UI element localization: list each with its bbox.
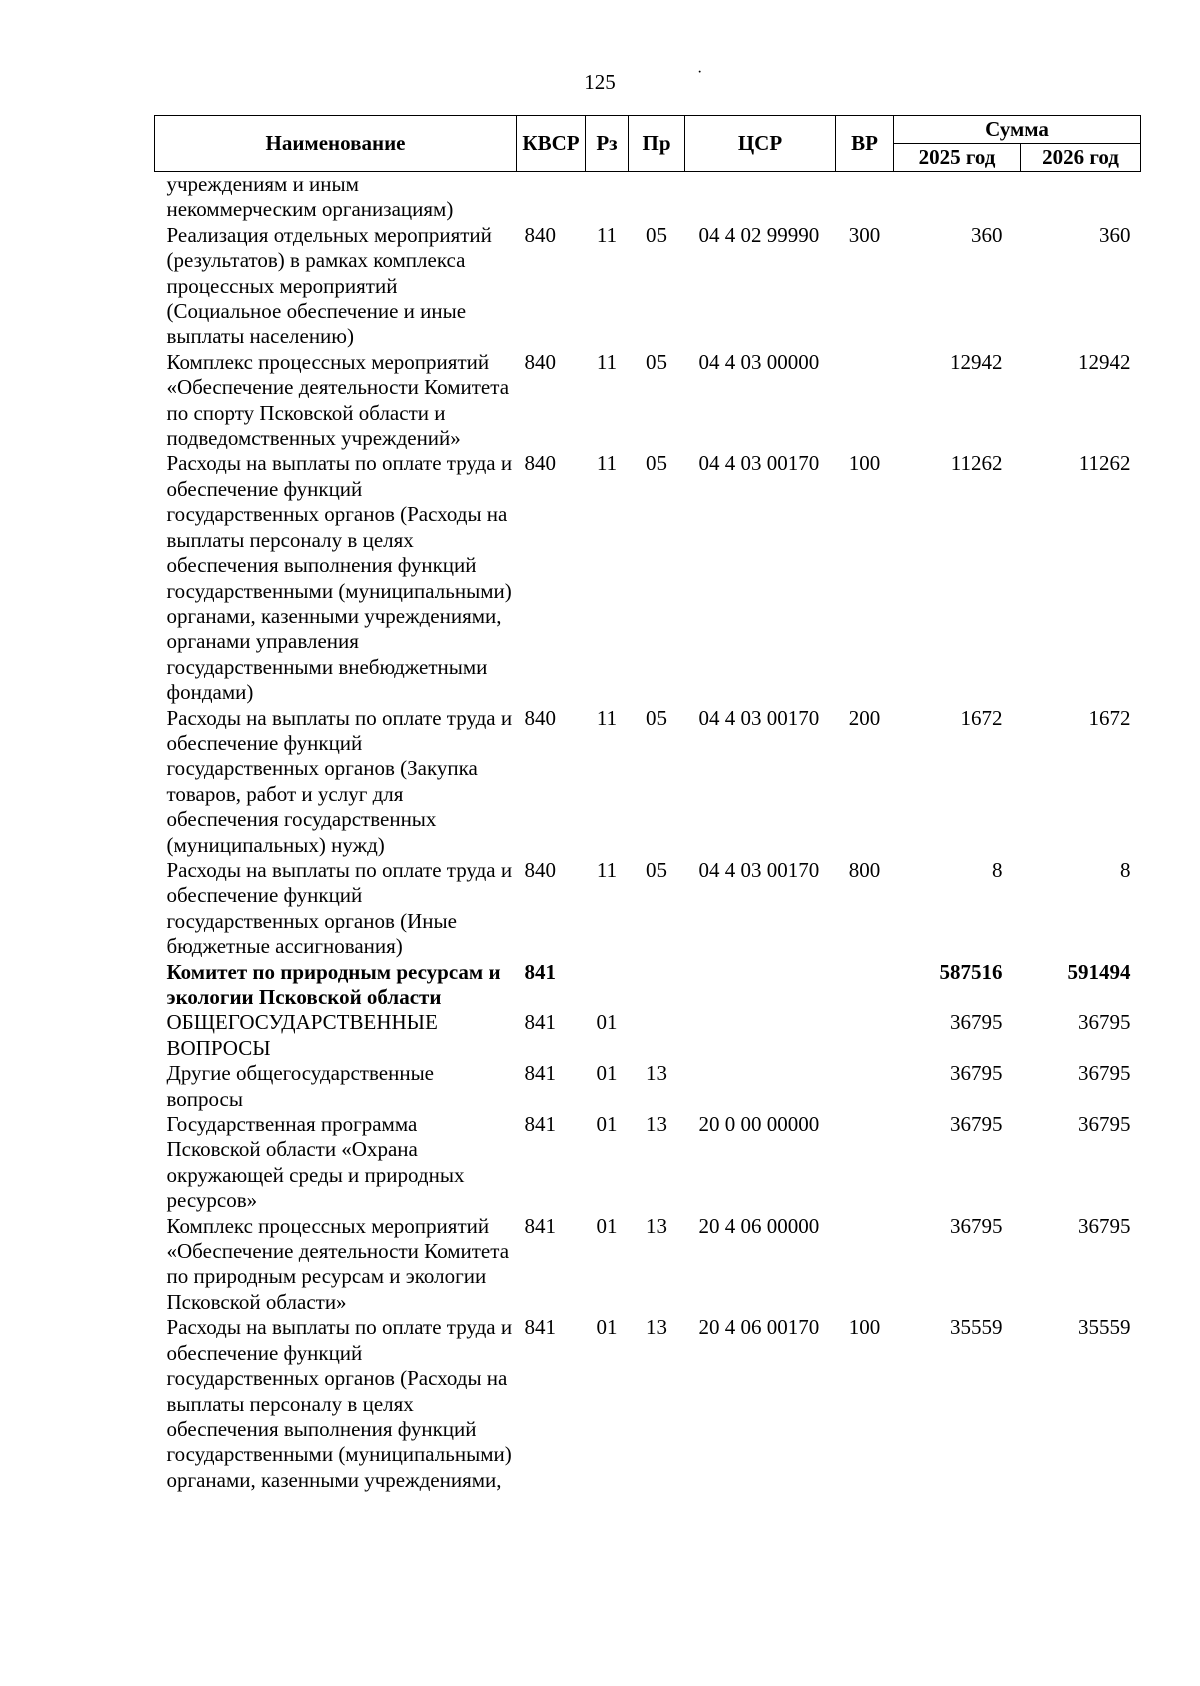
cell-rz: 01	[596, 1315, 618, 1340]
cell-sum-2026: 591494	[1067, 959, 1131, 984]
table-header	[155, 116, 1141, 172]
cell-vr	[836, 172, 894, 223]
cell-kvsr: 840	[524, 222, 556, 247]
cell-name: Комплекс процессных мероприятий «Обеспечение деятельности Комитета по природным ресурсам и экологии Псковской области»	[166, 1213, 510, 1314]
cell-csr	[685, 172, 836, 223]
cell-vr: 100	[848, 1315, 881, 1340]
cell-pr	[629, 1010, 685, 1061]
cell-pr: 13	[646, 1061, 667, 1086]
table-row	[155, 1061, 1141, 1112]
cell-vr	[836, 1214, 894, 1316]
cell-rz	[586, 172, 629, 223]
cell-vr: 800	[848, 857, 881, 882]
cell-vr	[836, 1010, 894, 1061]
header-sum: Сумма	[894, 116, 1141, 144]
cell-rz: 11	[596, 451, 618, 476]
cell-vr: 200	[848, 705, 881, 730]
cell-name: ОБЩЕГОСУДАРСТВЕННЫЕ ВОПРОСЫ	[166, 1010, 438, 1060]
cell-name: Государственная программа Псковской области «Охрана окружающей среды и природных ресурсов»	[166, 1112, 465, 1213]
cell-kvsr: 841	[524, 959, 556, 984]
table-row	[155, 960, 1141, 1011]
cell-name: Расходы на выплаты по оплате труда и обеспечение функций государственных органов (Расходы на выплаты персоналу в целях обеспечения выполнения функций государственными (муниципальными) органами, казенными учреждениями,	[166, 1315, 513, 1492]
cell-kvsr	[517, 172, 586, 223]
cell-rz: 11	[596, 857, 618, 882]
cell-vr: 300	[848, 222, 881, 247]
cell-sum-2025: 12942	[950, 349, 1003, 374]
cell-pr: 05	[646, 349, 667, 374]
cell-sum-2026: 36795	[1078, 1061, 1131, 1086]
budget-table	[154, 115, 1141, 1493]
cell-pr: 05	[646, 222, 667, 247]
cell-vr: 100	[848, 451, 881, 476]
cell-rz: 11	[596, 705, 618, 730]
cell-csr: 20 0 00 00000	[698, 1112, 820, 1137]
cell-sum-2025: 36795	[950, 1061, 1003, 1086]
cell-sum-2025: 36795	[950, 1112, 1003, 1137]
cell-kvsr: 840	[524, 451, 556, 476]
header-year-2025: 2025 год	[894, 144, 1021, 172]
cell-rz: 01	[596, 1112, 618, 1137]
cell-csr: 04 4 03 00000	[698, 349, 820, 374]
cell-name: Расходы на выплаты по оплате труда и обеспечение функций государственных органов (Иные бюджетные ассигнования)	[166, 857, 513, 959]
cell-sum-2026: 12942	[1078, 349, 1131, 374]
cell-rz	[586, 960, 629, 1011]
cell-sum-2025: 35559	[950, 1315, 1003, 1340]
cell-name: учреждениям и иным некоммерческим организациям)	[166, 172, 454, 222]
cell-rz: 01	[596, 1010, 618, 1035]
page-mark: ·	[697, 64, 703, 81]
cell-vr	[836, 960, 894, 1011]
cell-rz: 01	[596, 1213, 618, 1238]
cell-rz: 11	[596, 349, 618, 374]
table-row	[155, 172, 1141, 223]
cell-sum-2026: 1672	[1088, 705, 1131, 730]
cell-pr: 13	[646, 1112, 667, 1137]
cell-sum-2025: 360	[971, 222, 1003, 247]
page-number: 125	[584, 70, 616, 94]
table-row	[155, 1112, 1141, 1214]
cell-pr	[629, 172, 685, 223]
cell-sum-2026: 36795	[1078, 1213, 1131, 1238]
header-kvsr: КВСР	[517, 116, 586, 172]
cell-sum-2025: 11262	[950, 451, 1003, 476]
header-vr: ВР	[836, 116, 894, 172]
cell-pr	[629, 960, 685, 1011]
cell-sum-2025: 8	[992, 857, 1003, 882]
cell-sum-2025: 36795	[950, 1010, 1003, 1035]
cell-sum-2026	[1021, 172, 1141, 223]
cell-vr	[836, 1061, 894, 1112]
cell-vr	[836, 350, 894, 452]
cell-sum-2025: 36795	[950, 1213, 1003, 1238]
cell-sum-2026: 360	[1099, 222, 1131, 247]
cell-sum-2026: 11262	[1078, 451, 1131, 476]
cell-csr: 20 4 06 00000	[698, 1213, 820, 1238]
cell-csr	[685, 960, 836, 1011]
cell-sum-2025	[894, 172, 1021, 223]
cell-pr: 13	[646, 1213, 667, 1238]
cell-sum-2026: 35559	[1078, 1315, 1131, 1340]
cell-sum-2026: 36795	[1078, 1112, 1131, 1137]
cell-csr: 04 4 02 99990	[698, 222, 820, 247]
table-row	[155, 1315, 1141, 1493]
header-pr: Пр	[629, 116, 685, 172]
cell-name: Комитет по природным ресурсам и экологии Псковской области	[166, 959, 501, 1009]
cell-kvsr: 841	[524, 1315, 556, 1340]
cell-rz: 01	[596, 1061, 618, 1086]
header-csr: ЦСР	[685, 116, 836, 172]
cell-vr	[836, 1112, 894, 1214]
cell-csr: 04 4 03 00170	[698, 857, 820, 882]
cell-name: Реализация отдельных мероприятий (результатов) в рамках комплекса процессных мероприятий (Социальное обеспечение и иные выплаты населению)	[166, 222, 492, 349]
cell-pr: 05	[646, 451, 667, 476]
cell-pr: 05	[646, 857, 667, 882]
cell-kvsr: 840	[524, 349, 556, 374]
table-row	[155, 858, 1141, 960]
cell-kvsr: 840	[524, 857, 556, 882]
cell-kvsr: 841	[524, 1061, 556, 1086]
cell-pr: 05	[646, 705, 667, 730]
table-row	[155, 350, 1141, 452]
cell-sum-2025: 1672	[960, 705, 1003, 730]
cell-sum-2025: 587516	[939, 959, 1003, 984]
cell-kvsr: 841	[524, 1112, 556, 1137]
header-rz: Рз	[586, 116, 629, 172]
cell-csr	[685, 1010, 836, 1061]
table-row	[155, 451, 1141, 705]
cell-rz: 11	[596, 222, 618, 247]
cell-kvsr: 840	[524, 705, 556, 730]
table-row	[155, 1214, 1141, 1316]
cell-sum-2026: 8	[1120, 857, 1131, 882]
cell-pr: 13	[646, 1315, 667, 1340]
header-year-2026: 2026 год	[1021, 144, 1141, 172]
cell-name: Расходы на выплаты по оплате труда и обеспечение функций государственных органов (Расходы на выплаты персоналу в целях обеспечения выполнения функций государственными (муниципальными) органами, казенными учреждениями, органами управления государственными внебюджетными фондами)	[166, 451, 513, 705]
table-row	[155, 1010, 1141, 1061]
table-row	[155, 706, 1141, 858]
cell-csr: 04 4 03 00170	[698, 705, 820, 730]
cell-kvsr: 841	[524, 1010, 556, 1035]
cell-csr: 20 4 06 00170	[698, 1315, 820, 1340]
table-row	[155, 223, 1141, 350]
table-body	[155, 172, 1141, 1494]
cell-csr: 04 4 03 00170	[698, 451, 820, 476]
cell-name: Другие общегосударственные вопросы	[166, 1061, 435, 1111]
cell-sum-2026: 36795	[1078, 1010, 1131, 1035]
header-name: Наименование	[155, 116, 517, 172]
cell-name: Комплекс процессных мероприятий «Обеспечение деятельности Комитета по спорту Псковской области и подведомственных учреждений»	[166, 349, 510, 451]
cell-kvsr: 841	[524, 1213, 556, 1238]
cell-name: Расходы на выплаты по оплате труда и обеспечение функций государственных органов (Закупка товаров, работ и услуг для обеспечения государственных (муниципальных) нужд)	[166, 705, 513, 857]
cell-csr	[685, 1061, 836, 1112]
